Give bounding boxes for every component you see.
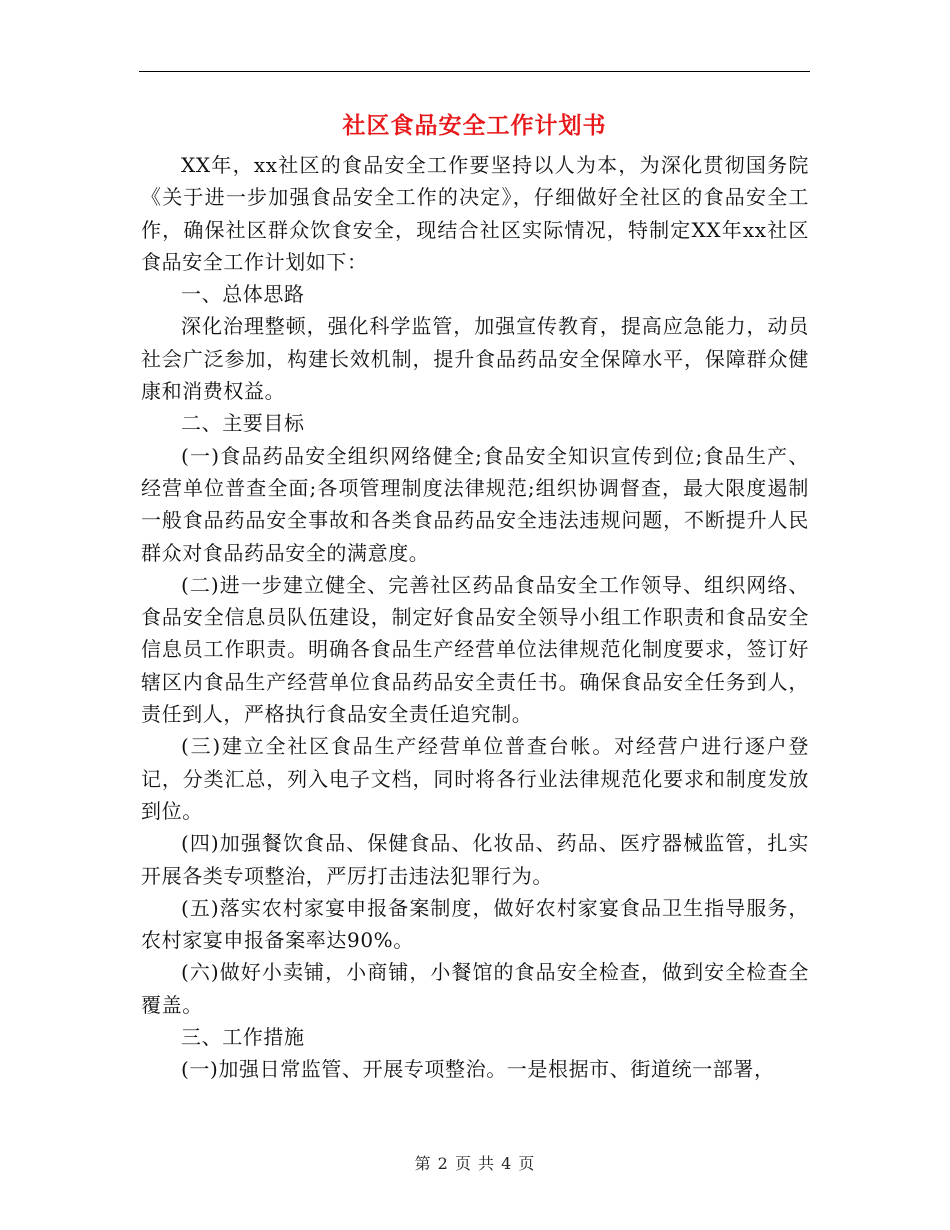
goal-paragraph-3: (三)建立全社区食品生产经营单位普查台帐。对经营户进行逐户登记，分类汇总，列入电子文档，同时将各行业法律规范化要求和制度发放到位。 bbox=[141, 734, 809, 823]
goal-paragraph-4: (四)加强餐饮食品、保健食品、化妆品、药品、医疗器械监管，扎实开展各类专项整治，严厉打击违法犯罪行为。 bbox=[141, 831, 809, 888]
goal-paragraph-2: (二)进一步建立健全、完善社区药品食品安全工作领导、组织网络、食品安全信息员队伍建设，制定好食品安全领导小组工作职责和食品安全信息员工作职责。明确各食品生产经营单位法律规范化制度要求，签订好辖区内食品生产经营单位食品药品安全责任书。确保食品安全任务到人，责任到人，严格执行食品安全责任追究制。 bbox=[141, 572, 809, 727]
goal-paragraph-5: (五)落实农村家宴申报备案制度，做好农村家宴食品卫生指导服务，农村家宴申报备案率达90%。 bbox=[141, 895, 809, 953]
overall-paragraph: 深化治理整顿，强化科学监管，加强宣传教育，提高应急能力，动员社会广泛参加，构建长效机制，提升食品药品安全保障水平，保障群众健康和消费权益。 bbox=[141, 314, 809, 404]
goal-paragraph-1: (一)食品药品安全组织网络健全;食品安全知识宣传到位;食品生产、经营单位普查全面;各项管理制度法律规范;组织协调督查，最大限度遏制一般食品药品安全事故和各类食品药品安全违法违规问题，不断提升人民群众对食品药品安全的满意度。 bbox=[141, 443, 809, 565]
intro-paragraph: XX年，xx社区的食品安全工作要坚持以人为本，为深化贯彻国务院《关于进一步加强食品安全工作的决定》，仔细做好全社区的食品安全工作，确保社区群众饮食安全，现结合社区实际情况，特制定XX年xx社区食品安全工作计划如下： bbox=[141, 153, 809, 274]
page-number-footer: 第 2 页 共 4 页 bbox=[414, 1154, 536, 1173]
section-heading-measures: 三、工作措施 bbox=[181, 1025, 305, 1050]
measure-paragraph-1: (一)加强日常监管、开展专项整治。一是根据市、街道统一部署， bbox=[181, 1057, 775, 1082]
header-rule bbox=[139, 71, 810, 72]
document-title: 社区食品安全工作计划书 bbox=[342, 113, 607, 139]
goal-paragraph-6: (六)做好小卖铺，小商铺，小餐馆的食品安全检查，做到安全检查全覆盖。 bbox=[141, 960, 809, 1017]
section-heading-goals: 二、主要目标 bbox=[181, 411, 305, 436]
document-body bbox=[141, 149, 809, 1086]
section-heading-overall: 一、总体思路 bbox=[181, 282, 305, 307]
